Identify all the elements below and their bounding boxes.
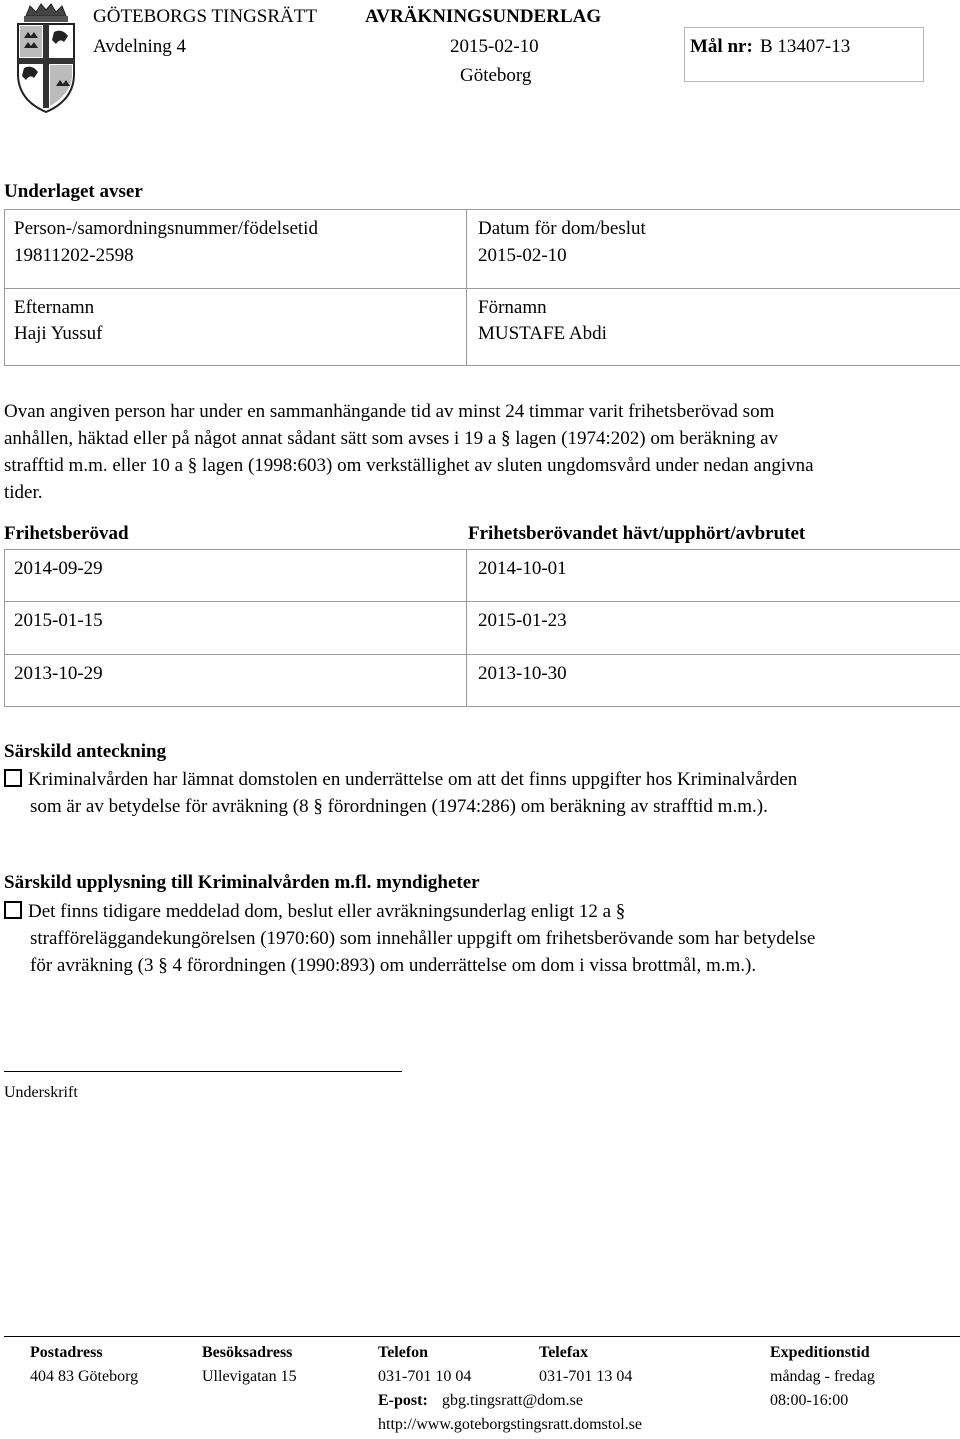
header-city: Göteborg [460, 65, 532, 86]
intro-line: Ovan angiven person har under en sammanhängande tid av minst 24 timmar varit frihetsberövad som [4, 401, 775, 422]
verdict-date-label: Datum för dom/beslut [478, 218, 646, 239]
footer-fax-value: 031-701 13 04 [539, 1368, 633, 1385]
subject-table-col-divider [466, 209, 467, 366]
periods-col1-header: Frihetsberövad [4, 523, 129, 544]
surname-label: Efternamn [14, 297, 95, 318]
note-paragraph [4, 766, 954, 820]
info-line: strafföreläggandekungörelsen (1970:60) som innehåller uppgift om frihetsberövande som har betydelse [30, 928, 816, 949]
footer-email-label: E-post: [378, 1392, 428, 1409]
signature-line [4, 1071, 402, 1072]
info-line: Det finns tidigare meddelad dom, beslut eller avräkningsunderlag enligt 12 a § [28, 901, 626, 922]
surname-value: Haji Yussuf [14, 323, 103, 344]
court-name: GÖTEBORGS TINGSRÄTT [93, 6, 317, 27]
pnr-label: Person-/samordningsnummer/födelsetid [14, 218, 318, 239]
footer-hours-time: 08:00-16:00 [770, 1392, 849, 1409]
periods-col2-header: Frihetsberövandet hävt/upphört/avbrutet [468, 523, 806, 544]
case-number-value: B 13407-13 [760, 36, 851, 57]
period-to: 2015-01-23 [478, 610, 567, 631]
note-line: Kriminalvården har lämnat domstolen en underrättelse om att det finns uppgifter hos Kriminalvården [28, 769, 798, 790]
periods-col-divider [466, 549, 467, 707]
period-to: 2013-10-30 [478, 663, 567, 684]
note-line: som är av betydelse för avräkning (8 § förordningen (1974:286) om beräkning av strafftid m.m.). [30, 796, 768, 817]
coat-of-arms-logo [6, 2, 86, 114]
period-from: 2014-09-29 [14, 558, 103, 579]
footer-email-value[interactable]: gbg.tingsratt@dom.se [442, 1392, 583, 1409]
note-heading: Särskild anteckning [4, 741, 167, 762]
footer-phone-label: Telefon [378, 1344, 429, 1361]
footer-phone-value: 031-701 10 04 [378, 1368, 472, 1385]
footer-fax-label: Telefax [539, 1344, 589, 1361]
case-number-box [684, 27, 924, 82]
intro-line: strafftid m.m. eller 10 a § lagen (1998:603) om verkställighet av sluten ungdomsvård under nedan angivna [4, 455, 814, 476]
period-from: 2013-10-29 [14, 663, 103, 684]
footer-postal-label: Postadress [30, 1344, 103, 1361]
periods-row-divider [4, 654, 960, 655]
period-to: 2014-10-01 [478, 558, 567, 579]
intro-line: tider. [4, 482, 43, 503]
subject-table-row-divider [4, 288, 960, 289]
info-checkbox[interactable] [4, 901, 22, 919]
footer-hours-label: Expeditionstid [770, 1344, 870, 1361]
info-heading: Särskild upplysning till Kriminalvården m.fl. myndigheter [4, 872, 480, 893]
footer-website-link[interactable]: http://www.goteborgstingsratt.domstol.se [378, 1416, 642, 1433]
periods-row-divider [4, 601, 960, 602]
note-checkbox[interactable] [4, 769, 22, 787]
footer-rule [4, 1336, 960, 1337]
intro-line: anhållen, häktad eller på något annat sådant sätt som avses i 19 a § lagen (1974:202) om beräkning av [4, 428, 779, 449]
pnr-value: 19811202-2598 [14, 245, 134, 266]
case-number-label: Mål nr: [690, 36, 753, 57]
verdict-date-value: 2015-02-10 [478, 245, 567, 266]
footer-visit-label: Besöksadress [202, 1344, 293, 1361]
footer-visit-value: Ullevigatan 15 [202, 1368, 297, 1385]
info-line: för avräkning (3 § 4 förordningen (1990:893) om underrättelse om dom i vissa brottmål, m.m.). [30, 955, 757, 976]
footer-postal-value: 404 83 Göteborg [30, 1368, 139, 1385]
header-date: 2015-02-10 [450, 36, 539, 57]
intro-paragraph [4, 398, 954, 506]
subject-heading: Underlaget avser [4, 181, 143, 202]
period-from: 2015-01-15 [14, 610, 103, 631]
firstname-value: MUSTAFE Abdi [478, 323, 607, 344]
signature-label: Underskrift [4, 1084, 78, 1101]
division: Avdelning 4 [93, 36, 187, 57]
info-paragraph [4, 898, 954, 979]
firstname-label: Förnamn [478, 297, 547, 318]
document-type: AVRÄKNINGSUNDERLAG [365, 6, 602, 27]
footer-hours-days: måndag - fredag [770, 1368, 875, 1385]
